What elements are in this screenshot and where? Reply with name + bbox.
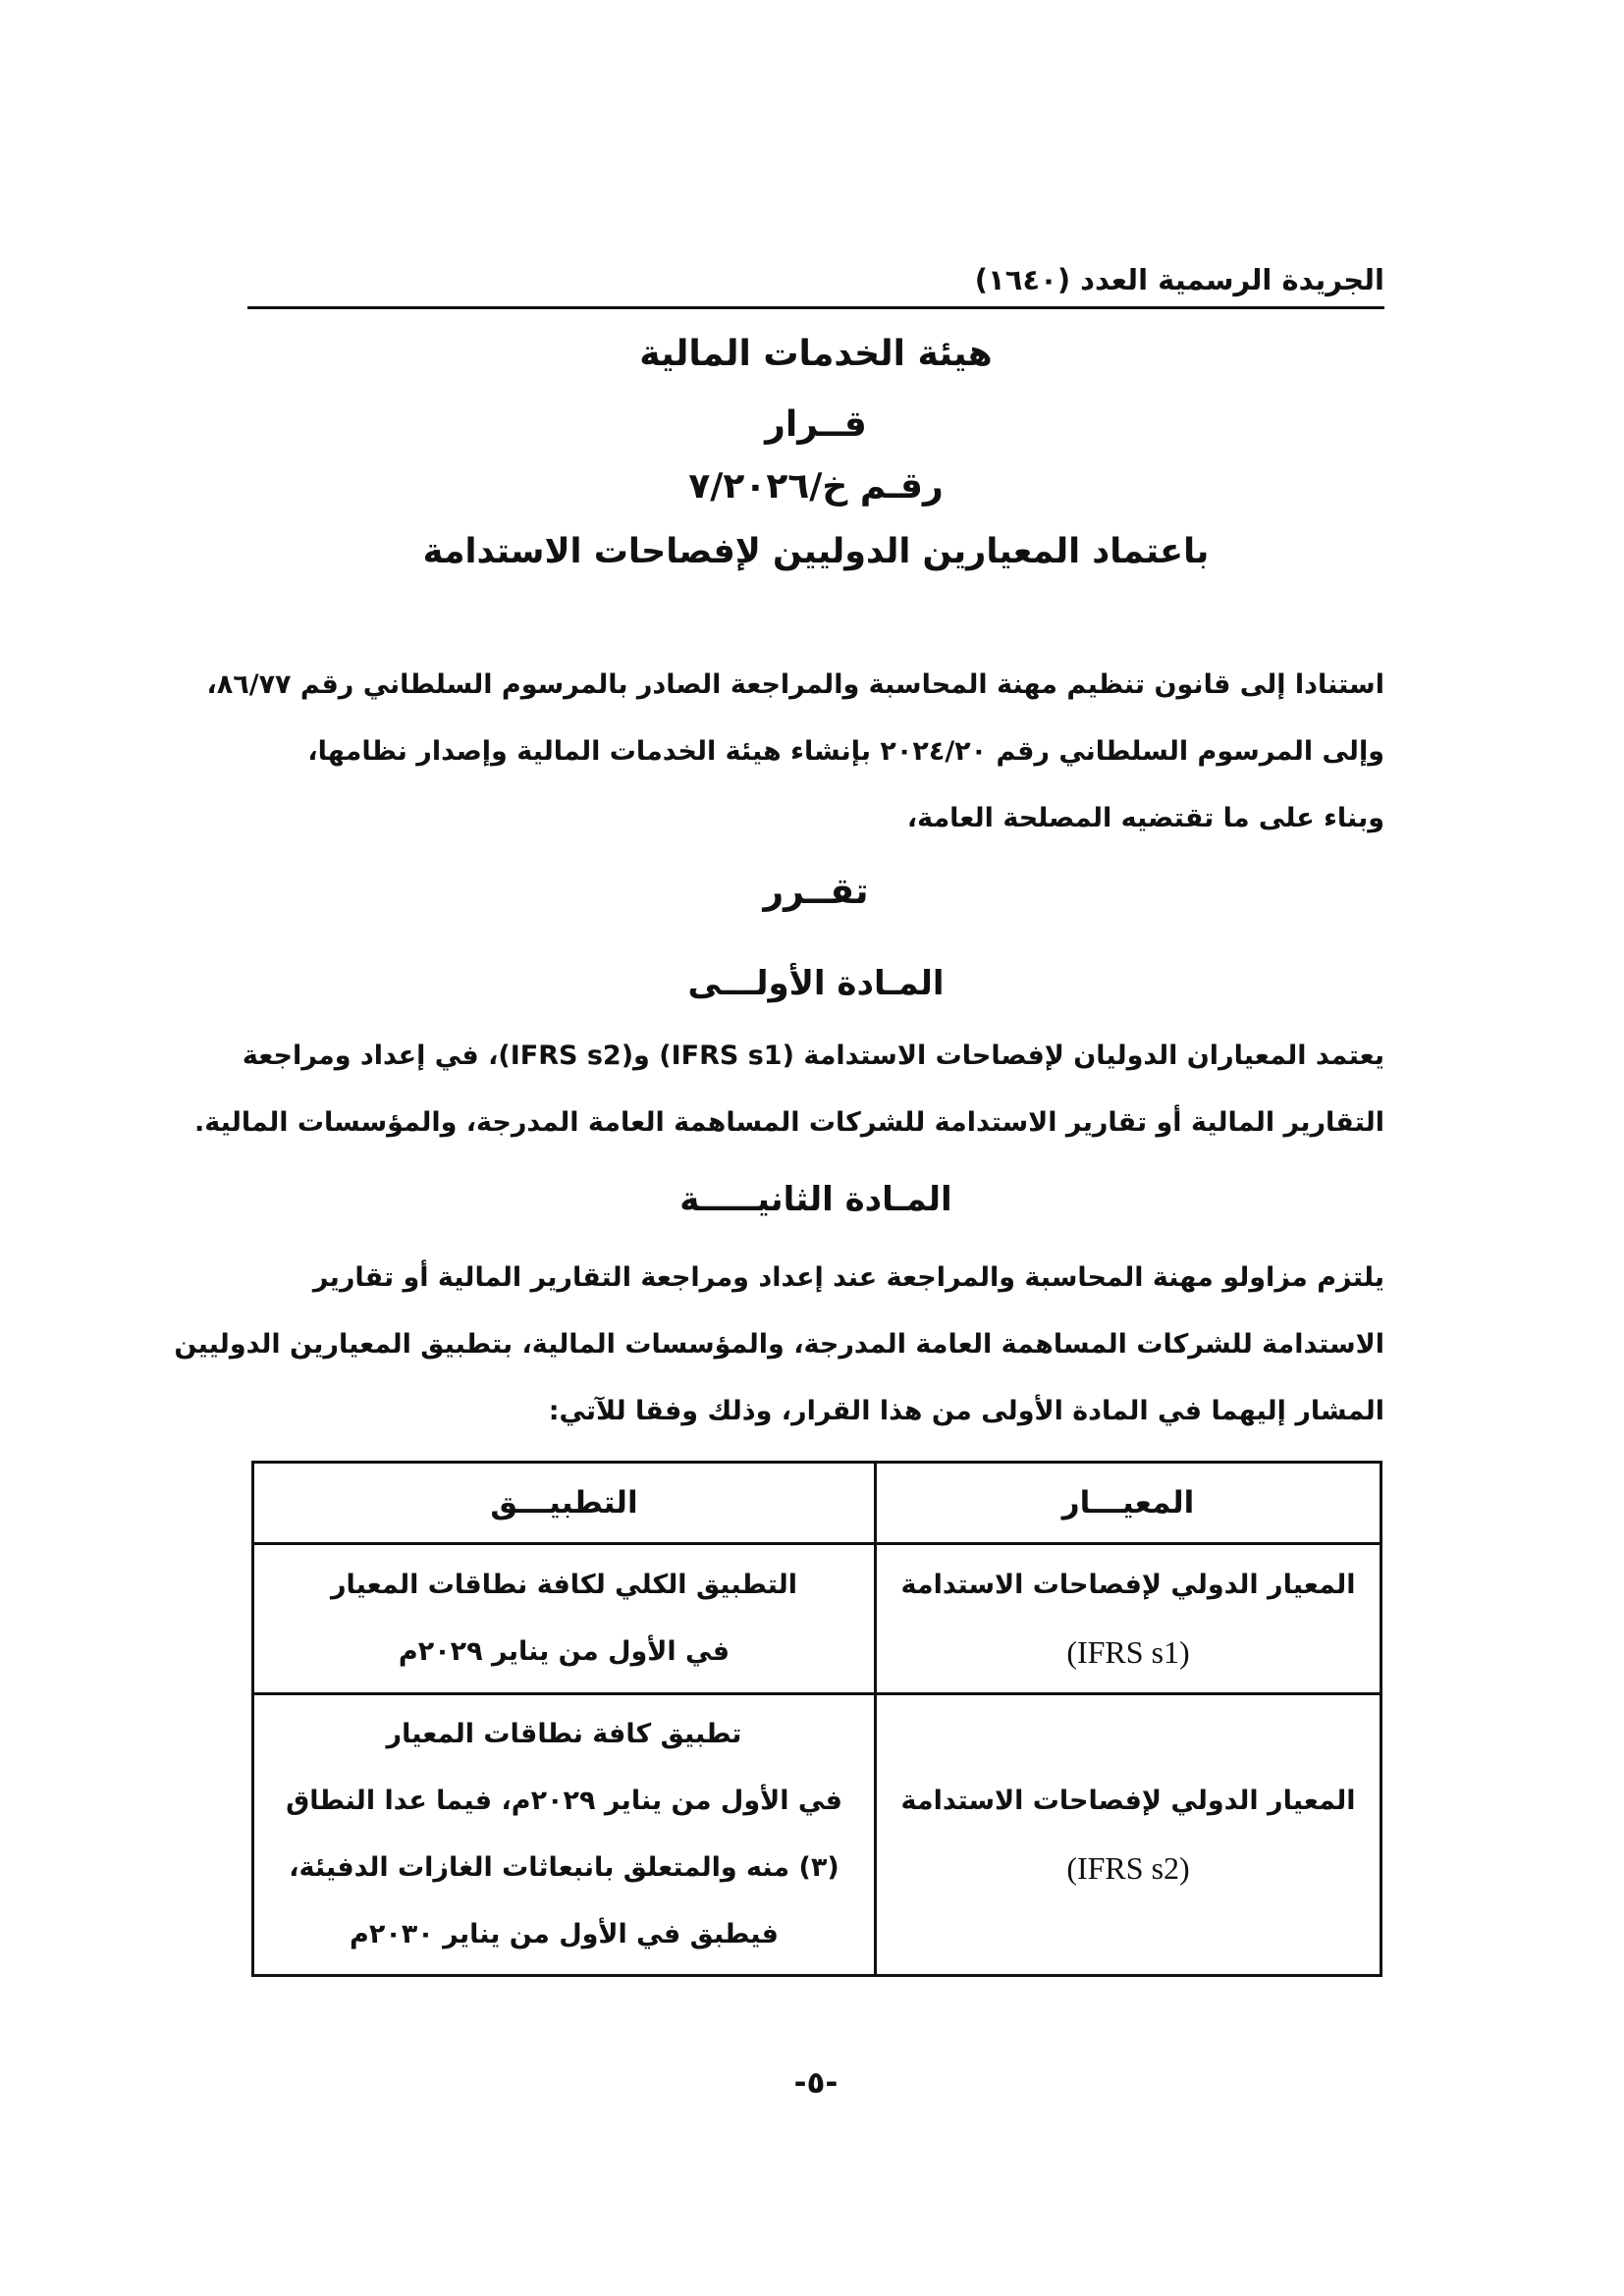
application-column-header: التطبيـــق [253, 1463, 876, 1544]
application-line: التطبيق الكلي لكافة نطاقات المعيار [330, 1570, 798, 1600]
standards-table [251, 1461, 1382, 1977]
table-row [253, 1544, 1381, 1694]
article-2-text-line: الاستدامة للشركات المساهمة العامة المدرجة، والمؤسسات المالية، بتطبيق المعيارين الدوليين [174, 1329, 1384, 1360]
decision-title: قــرار [765, 404, 867, 445]
standard-name: المعيار الدولي لإفصاحات الاستدامة [900, 1786, 1356, 1816]
preamble-line: استنادا إلى قانون تنظيم مهنة المحاسبة والمراجعة الصادر بالمرسوم السلطاني رقم ٨٦/٧٧، [206, 669, 1384, 700]
decides-heading: تقــرر [763, 872, 869, 912]
article-1-heading: المـادة الأولـــى [687, 964, 945, 1003]
application-line: في الأول من يناير ٢٠٢٩م [398, 1636, 731, 1667]
header-divider [247, 306, 1384, 309]
table-header-row [253, 1463, 1381, 1544]
article-2-text-line: المشار إليهما في المادة الأولى من هذا القرار، وذلك وفقا للآتي: [548, 1396, 1384, 1426]
standard-code: (IFRS s2) [1066, 1850, 1190, 1886]
application-cell [253, 1544, 876, 1694]
article-2-heading: المـادة الثانيـــــة [679, 1180, 952, 1219]
gazette-header: الجريدة الرسمية العدد (١٦٤٠) [974, 263, 1384, 296]
standard-cell [876, 1544, 1381, 1694]
standard-code: (IFRS s1) [1066, 1634, 1190, 1670]
standard-cell [876, 1694, 1381, 1976]
article-1-text-line: يعتمد المعياران الدوليان لإفصاحات الاستدامة (IFRS s1) و(IFRS s2)، في إعداد ومراجعة [242, 1041, 1384, 1071]
application-line: (٣) منه والمتعلق بانبعاثات الغازات الدفيئة، [289, 1852, 839, 1883]
standard-column-header: المعيـــار [876, 1463, 1381, 1544]
page-number: -٥- [793, 2065, 839, 2101]
preamble-line: وبناء على ما تقتضيه المصلحة العامة، [906, 803, 1384, 833]
application-cell [253, 1694, 876, 1976]
article-1-text-line: التقارير المالية أو تقارير الاستدامة للشركات المساهمة العامة المدرجة، والمؤسسات المالية. [194, 1107, 1384, 1138]
standard-name: المعيار الدولي لإفصاحات الاستدامة [900, 1570, 1356, 1600]
authority-title: هيئة الخدمات المالية [639, 334, 993, 374]
decision-number: رقـم خ/٧/٢٠٢٦ [688, 466, 944, 507]
application-line: في الأول من يناير ٢٠٢٩م، فيما عدا النطاق [286, 1786, 842, 1816]
application-line: تطبيق كافة نطاقات المعيار [386, 1719, 742, 1749]
preamble-line: وإلى المرسوم السلطاني رقم ٢٠٢٤/٢٠ بإنشاء هيئة الخدمات المالية وإصدار نظامها، [307, 736, 1384, 767]
article-2-text-line: يلتزم مزاولو مهنة المحاسبة والمراجعة عند إعداد ومراجعة التقارير المالية أو تقارير [312, 1262, 1384, 1293]
decision-subject: باعتماد المعيارين الدوليين لإفصاحات الاستدامة [422, 532, 1210, 571]
table-row [253, 1694, 1381, 1976]
application-line: فيطبق في الأول من يناير ٢٠٣٠م [350, 1919, 779, 1949]
